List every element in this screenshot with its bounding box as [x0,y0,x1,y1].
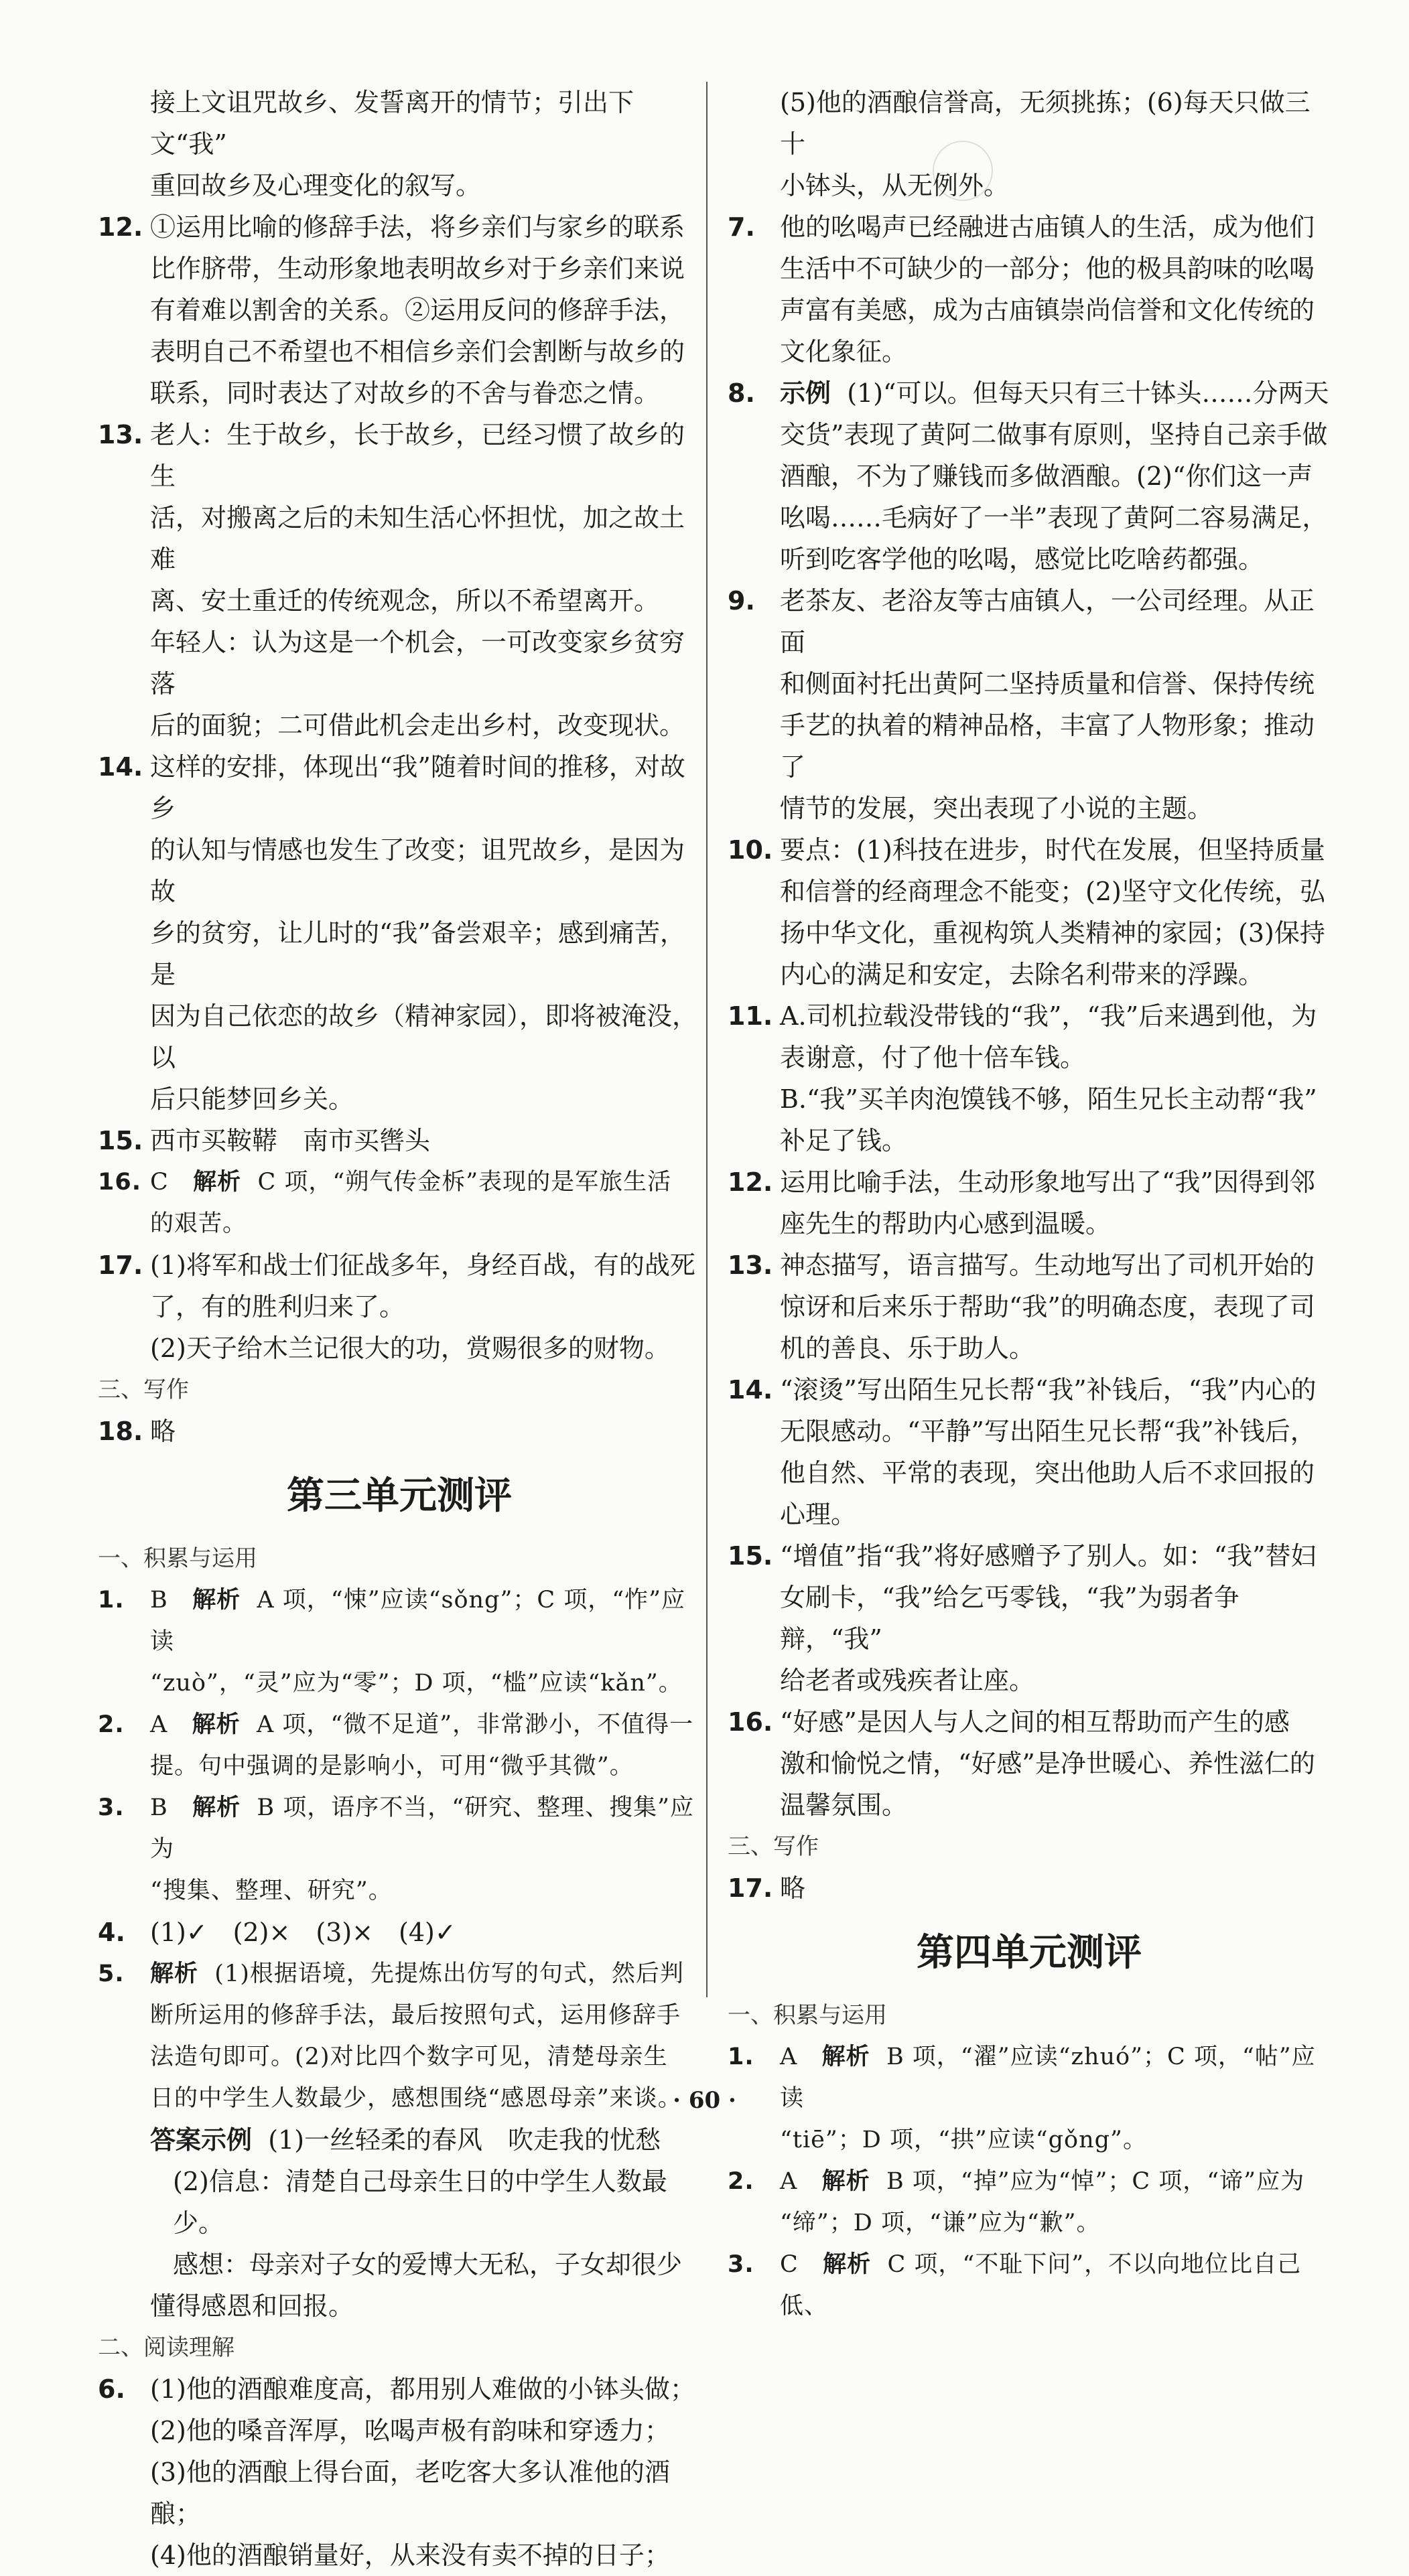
item-number: 5. [98,1960,125,1987]
item-number: 2. [98,1711,125,1738]
item-number: 7. [728,212,755,242]
answer-item-14: 14. “滚烫”写出陌生兄长帮“我”补钱后，“我”内心的 无限感动。“平静”写出陌生兄长帮“我”补钱后， 他自然、平常的表现，突出他助人后不求回报的 心理。 [728,1369,1331,1535]
answer-example-cont: (2)信息：清楚自己母亲生日的中学生人数最少。 感想：母亲对子女的爱博大无私，子女却很少 [173,2167,683,2279]
answer-item-7: 7. 他的吆喝声已经融进古庙镇人的生活，成为他们 生活中不可缺少的一部分；他的极具韵味的吆喝 声富有美感，成为古庙镇崇尚信誉和文化传统的 文化象征。 [728,206,1331,372]
answer-letter: A [150,1711,168,1738]
answer-item-15: 15. “增值”指“我”将好感赠予了别人。如：“我”替妇 女刷卡，“我”给乞丐零钱，“我”为弱者争辩，“我” 给老者或残疾者让座。 [728,1535,1331,1701]
item-number: 4. [98,1918,125,1947]
section-heading-accumulation: 一、积累与运用 [98,1545,257,1572]
item-number: 17. [98,1250,143,1280]
answer-example: 答案示例 (1)一丝轻柔的春风 吹走我的忧愁 [150,2125,661,2155]
analysis-label: 解析 [192,1711,241,1738]
item-number: 16. [98,1169,142,1196]
answer-letter: C [780,2251,799,2278]
item-number: 14. [728,1375,773,1405]
answer-item-15: 15. 西市买鞍鞯 南市买辔头 [98,1120,701,1161]
answer-item-3: 3. B 解析 B 项，语序不当，“研究、整理、搜集”应为 “搜集、整理、研究”。 [98,1787,701,1912]
item-number: 16. [728,1707,773,1737]
item-number: 15. [98,1126,143,1155]
item-number: 18. [98,1417,143,1446]
answer-item-12: 12. 运用比喻手法，生动形象地写出了“我”因得到邻 座先生的帮助内心感到温暖。 [728,1161,1331,1244]
answer-item-2: 2. A 解析 B 项，“掉”应为“悼”；C 项，“谛”应为 “缔”；D 项，“谦”应为“歉”。 [728,2161,1331,2244]
right-column [728,82,1331,2327]
answer-item-11: 11. A.司机拉载没带钱的“我”，“我”后来遇到他，为 表谢意，付了他十倍车钱。 B.“我”买羊肉泡馍钱不够，陌生兄长主动帮“我” 补足了钱。 [728,995,1331,1161]
answer-item-17: 17. 略 [728,1867,1331,1909]
answer-item-16: 16. “好感”是因人与人之间的相互帮助而产生的感 激和愉悦之情，“好感”是净世暖心、养性滋仁的 温馨氛围。 [728,1701,1331,1826]
answer-item-10: 10. 要点：(1)科技在进步，时代在发展，但坚持质量 和信誉的经商理念不能变；(2)坚守文化传统，弘 扬中华文化，重视构筑人类精神的家园；(3)保持 内心的满足和安定，去除名利带来的浮躁。 [728,829,1331,995]
item-number: 2. [728,2168,754,2195]
item-number: 6. [98,2374,125,2404]
answer-item-9: 9. 老茶友、老浴友等古庙镇人，一公司经理。从正面 和侧面衬托出黄阿二坚持质量和信誉、保持传统 手艺的执着的精神品格，丰富了人物形象；推动了 情节的发展，突出表现了小说的主题。 [728,580,1331,829]
answer-example-label: 答案示例 [150,2125,253,2155]
unit-4-title: 第四单元测评 [917,1930,1142,1975]
answer-item-1: 1. B 解析 A 项，“悚”应读“sǒng”；C 项，“怍”应读 “zuò”，“灵”应为“零”；D 项，“槛”应读“kǎn”。 [98,1579,701,1704]
item-number: 13. [98,420,143,449]
analysis-label: 解析 [821,2168,870,2195]
answer-item-1: 1. A 解析 B 项，“濯”应读“zhuó”；C 项，“帖”应读 “tiē”；D 项，“拱”应读“gǒng”。 [728,2036,1331,2161]
item-number: 1. [98,1587,125,1614]
example-label: 示例 [780,378,831,408]
item-number: 12. [728,1167,773,1197]
answer-item-16: 16. C 解析 C 项，“朔气传金柝”表现的是军旅生活 的艰苦。 [98,1161,701,1244]
item-number: 17. [728,1873,773,1903]
analysis-label: 解析 [823,2251,872,2278]
item-number: 9. [728,586,755,616]
analysis-label: 解析 [192,1587,241,1614]
answer-item-8: 8. 示例 (1)“可以。但每天只有三十钵头……分两天 交货”表现了黄阿二做事有原则，坚持自己亲手做 酒酿，不为了赚钱而多做酒酿。(2)“你们这一声 吆喝……毛病好了一半”表现了黄阿二容易满足， 听到吃客学他的吆喝，感觉比吃啥药都强。 [728,372,1331,580]
answer-item-2: 2. A 解析 A 项，“微不足道”，非常渺小，不值得一 提。句中强调的是影响小，可用“微乎其微”。 [98,1704,701,1787]
section-heading-writing: 三、写作 [98,1376,189,1403]
answer-item-12: 12. ①运用比喻的修辞手法，将乡亲们与家乡的联系 比作脐带，生动形象地表明故乡对于乡亲们来说 有着难以割舍的关系。②运用反问的修辞手法， 表明自己不希望也不相信乡亲们会割断与故乡的 联系，同时表达了对故乡的不舍与眷恋之情。 [98,206,701,414]
answer-letter: A [780,2044,798,2070]
answer-item-13: 13. 神态描写，语言描写。生动地写出了司机开始的 惊讶和后来乐于帮助“我”的明确态度，表现了司 机的善良、乐于助人。 [728,1244,1331,1369]
unit-3-title: 第三单元测评 [287,1474,512,1518]
answer-item-17: 17. (1)将军和战士们征战多年，身经百战，有的战死 了，有的胜利归来了。 (2)天子给木兰记很大的功，赏赐很多的财物。 [98,1244,701,1369]
continued-text: 接上文诅咒故乡、发誓离开的情节；引出下文“我” 重回故乡及心理变化的叙写。 [150,88,634,200]
page-number: · 60 · [673,2087,736,2114]
item-number: 3. [98,1794,125,1821]
item-number: 14. [98,752,143,782]
answer-item-14: 14. 这样的安排，体现出“我”随着时间的推移，对故乡 的认知与情感也发生了改变；诅咒故乡，是因为故 乡的贫穷，让儿时的“我”备尝艰辛；感到痛苦，是 因为自己依恋的故乡（精神家园），即将被淹没，以 后只能梦回乡关。 [98,746,701,1120]
section-heading-reading: 二、阅读理解 [98,2334,234,2361]
item-number: 13. [728,1250,773,1280]
item-number: 10. [728,835,773,865]
answer-letter: A [780,2168,798,2195]
answer-item-3: 3. C 解析 C 项，“不耻下问”，不以向地位比自己低、 [728,2244,1331,2327]
item-number: 12. [98,212,143,242]
analysis-label: 解析 [193,1169,242,1196]
section-heading-accumulation: 一、积累与运用 [728,2002,887,2029]
answer-letter: C [150,1169,169,1196]
column-divider [706,82,708,1997]
item-number: 15. [728,1541,773,1571]
answer-letter: B [150,1587,168,1614]
answer-item-18: 18. 略 [98,1411,701,1452]
answer-item-13: 13. 老人：生于故乡，长于故乡，已经习惯了故乡的生 活，对搬离之后的未知生活心怀担忧，加之故土难 离、安土重迁的传统观念，所以不希望离开。 年轻人：认为这是一个机会，一可改变家乡贫穷落 后的面貌；二可借此机会走出乡村，改变现状。 [98,414,701,746]
answer-letter: B [150,1794,168,1821]
analysis-label: 解析 [150,1960,199,1987]
item-number: 8. [728,378,755,408]
analysis-label: 解析 [192,1794,241,1821]
left-column [98,82,701,2576]
item-number: 11. [728,1001,773,1031]
answer-example-end: 懂得感恩和回报。 [150,2291,354,2321]
item-number: 1. [728,2044,754,2070]
answer-item-4: 4. (1)✓ (2)× (3)× (4)✓ [98,1912,701,1953]
item-number: 3. [728,2251,754,2278]
section-heading-writing: 三、写作 [728,1833,819,1860]
continued-text: (5)他的酒酿信誉高，无须挑拣；(6)每天只做三十 小钵头，从无例外。 [780,88,1311,200]
analysis-label: 解析 [821,2044,870,2070]
answer-item-6: 6. (1)他的酒酿难度高，都用别人难做的小钵头做； (2)他的嗓音浑厚，吆喝声极有韵味和穿透力； (3)他的酒酿上得台面，老吃客大多认准他的酒酿； (4)他的酒酿销量好，从来没有卖不掉的日子； [98,2368,701,2576]
answer-item-5: 5. 解析 (1)根据语境，先提炼出仿写的句式，然后判 断所运用的修辞手法，最后按照句式，运用修辞手 法造句即可。(2)对比四个数字可见，清楚母亲生 日的中学生人数最少，感想围绕“感恩母亲”来谈。 [98,1953,701,2119]
